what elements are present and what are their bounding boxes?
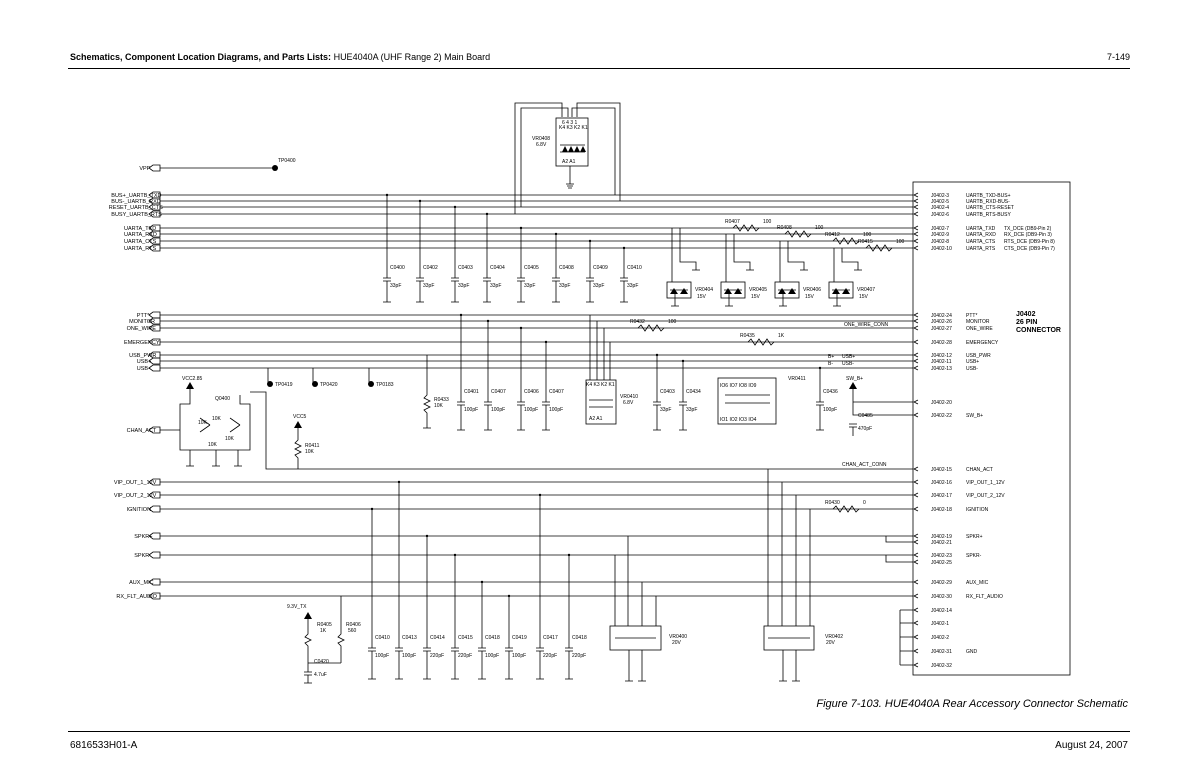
- cap-val: 220pF: [430, 653, 445, 659]
- res-val: 100: [863, 232, 872, 238]
- pin-label: J0402-5: [931, 199, 950, 205]
- swb-label: SW_B+: [846, 376, 864, 382]
- net-label: IGNITION: [126, 507, 152, 513]
- pin-label: J0402-1: [931, 621, 950, 627]
- net-spkr-: [134, 552, 981, 559]
- cap-ref: C0434: [686, 389, 701, 395]
- pin-label: J0402-27: [931, 326, 952, 332]
- resistor: [825, 500, 866, 512]
- net-ignition: [127, 506, 989, 513]
- pin-j0402-32: [914, 663, 952, 669]
- pin-j0402-14: [914, 608, 952, 614]
- net-vip-out-1-12v: [114, 479, 1005, 486]
- cap-val: 33pF: [458, 283, 470, 289]
- diode-pair: [721, 234, 767, 306]
- pin-label: J0402-16: [931, 480, 952, 486]
- vr0408-pins: K4 K3 K2 K1: [559, 125, 588, 131]
- bottom-cap: [451, 554, 473, 679]
- r0433-val: 10K: [434, 403, 443, 409]
- cap-val: 33pF: [490, 283, 502, 289]
- net-label: CHAN_ACT: [126, 428, 157, 434]
- pin-label: J0402-11: [931, 359, 952, 365]
- diode-val: 15V: [859, 294, 868, 300]
- cap-val: 33pF: [423, 283, 435, 289]
- header-title-rest: HUE4040A (UHF Range 2) Main Board: [331, 52, 491, 62]
- net-uarta-txd: [124, 225, 1052, 232]
- q0400-r3: 10K: [225, 436, 234, 442]
- net-label: AUX_MIC: [129, 580, 154, 586]
- net-chan-act: [127, 427, 160, 434]
- diode-val: 15V: [805, 294, 814, 300]
- res-val: 100: [896, 239, 905, 245]
- net-label: USB-: [136, 366, 150, 372]
- pin-j0402-22: [914, 413, 983, 419]
- pin-signal: SW_B+: [966, 413, 984, 419]
- cap-val: 33pF: [559, 283, 571, 289]
- vcc5-label: VCC5: [293, 414, 307, 420]
- pin-j0402-20: [914, 400, 952, 406]
- vr0402-wires: [768, 469, 810, 681]
- cap-ref: C0405: [524, 265, 539, 271]
- page-number: 7-149: [1106, 52, 1130, 62]
- pin-label: J0402-19: [931, 534, 952, 540]
- pin-label: J0402-3: [931, 193, 950, 199]
- net-label: UARTA_RXD: [124, 232, 157, 238]
- doc-number: 6816533H01-A: [70, 740, 138, 751]
- pin-label: J0402-22: [931, 413, 952, 419]
- res-val: 100: [815, 225, 824, 231]
- pin-label: J0402-8: [931, 239, 950, 245]
- bottom-cap: [395, 481, 417, 679]
- usb-bplus: B+: [828, 354, 835, 360]
- bottom-cap: [536, 494, 558, 679]
- r0411-val: 10K: [305, 449, 314, 455]
- pin-signal: SPKR-: [966, 553, 982, 559]
- vr0411-pins-top: IO6 IO7 IO8 IO9: [720, 383, 757, 389]
- res-ref: R0430: [825, 500, 840, 506]
- usb-bminus: B-: [828, 361, 833, 367]
- pin-signal: USB+: [966, 359, 980, 365]
- cap-val: 33pF: [660, 407, 672, 413]
- net-label: VIP_OUT_2_12V: [113, 493, 157, 499]
- pin-signal: USB_PWR: [966, 353, 991, 359]
- cap-ref: C0413: [402, 635, 417, 641]
- bottom-cap: [368, 508, 390, 679]
- pin-signal: UARTA_RXD: [966, 232, 996, 238]
- footer-rule: [68, 731, 1130, 732]
- pin-j0402-31: [914, 649, 978, 655]
- v93-label: 9.3V_TX: [287, 604, 307, 610]
- cap-ref: C0400: [390, 265, 405, 271]
- net-ptt-: [137, 312, 978, 319]
- tp0420-label: TP0420: [320, 382, 338, 388]
- net-label: ONE_WIRE: [126, 326, 156, 332]
- tp0183-label: TP0183: [376, 382, 394, 388]
- net-rx-flt-audio: [116, 593, 1003, 600]
- res-ref: R0415: [858, 239, 873, 245]
- pin-label: J0402-26: [931, 319, 952, 325]
- net-bus-uartb-rxd: [111, 198, 1010, 205]
- pin-label: J0402-25: [931, 560, 952, 566]
- connector-name: CONNECTOR: [1016, 327, 1061, 334]
- pin-signal: UARTA_RTS: [966, 246, 996, 252]
- res-ref: R0432: [630, 319, 645, 325]
- cap-val: 33pF: [627, 283, 639, 289]
- swb-wire: [853, 389, 913, 415]
- cap-val: 100pF: [485, 653, 500, 659]
- net-vpp: [139, 165, 160, 172]
- vr0400-wires: [615, 536, 656, 681]
- diode-pair: [829, 248, 875, 306]
- cap-val: 100pF: [524, 407, 539, 413]
- res-ref: R0412: [825, 232, 840, 238]
- usb-minus: USB-: [842, 361, 854, 367]
- net-label: RESET_UARTB_CTS: [108, 205, 163, 211]
- cap-ref: C0419: [512, 635, 527, 641]
- cap-ref: C0408: [559, 265, 574, 271]
- tx-section-wiring: [304, 596, 344, 683]
- pin-label: J0402-20: [931, 400, 952, 406]
- cap-ref: C0436: [823, 389, 838, 395]
- cap-val: 100pF: [512, 653, 527, 659]
- vcc5-arrow: [294, 421, 302, 428]
- cap-ref: C0403: [458, 265, 473, 271]
- net-emergency: [124, 339, 999, 346]
- cap-ref: C0406: [524, 389, 539, 395]
- net-vip-out-2-12v: [114, 492, 1005, 499]
- tp0400: [272, 165, 278, 171]
- vr0411-pins-bottom: IO1 IO2 IO3 IO4: [720, 417, 757, 423]
- net-label: BUS+_UARTB_TXD: [111, 193, 162, 199]
- vr0402-val: 20V: [826, 640, 835, 646]
- chan-act-conn-label: CHAN_ACT_CONN: [842, 462, 887, 468]
- vr0410-pins: K4 K3 K2 K1: [586, 382, 615, 388]
- cap-ref: C0418: [572, 635, 587, 641]
- vr0408-pin-numbers: 6 4 3 1: [562, 120, 578, 126]
- tp0400-label: TP0400: [278, 158, 296, 164]
- net-label: RX_FLT_AUDIO: [116, 594, 157, 600]
- mid-cap: [653, 354, 675, 430]
- q0400-r2: 10K: [198, 420, 207, 426]
- cap-ref: C0415: [458, 635, 473, 641]
- c0420-ref: C0420: [314, 659, 329, 665]
- net-label: SPKR-: [134, 553, 152, 559]
- res-val: 0: [863, 500, 866, 506]
- cap-val: 33pF: [390, 283, 402, 289]
- pin-note: RX_DCE (DB9-Pin 3): [1004, 232, 1052, 238]
- vr0411-ref: VR0411: [788, 376, 806, 382]
- res-ref: R0407: [725, 219, 740, 225]
- pin-j0402-25: [914, 560, 952, 566]
- r0406-ref: R0406: [346, 622, 361, 628]
- net-label: PTT*: [136, 313, 150, 319]
- res-ref: R0435: [740, 333, 755, 339]
- vcc285-label: VCC2.85: [182, 376, 203, 382]
- vr0408-ground: [566, 166, 574, 188]
- pin-signal: IGNITION: [966, 507, 989, 513]
- cap-val: 100pF: [491, 407, 506, 413]
- net-label: MONITOR: [129, 319, 156, 325]
- mid-cap: [816, 367, 838, 430]
- vcc285-arrow: [186, 382, 194, 389]
- q0400-ref: Q0400: [215, 396, 231, 402]
- cap-ref: C0410: [627, 265, 642, 271]
- diode-val: 15V: [751, 294, 760, 300]
- net-label: SPKR+: [134, 534, 153, 540]
- pin-signal: UARTB_RTS-BUSY: [966, 212, 1011, 218]
- net-label: UARTA_CTS: [124, 239, 157, 245]
- vr0410-anodes: A2 A1: [589, 416, 603, 422]
- q0400-grounds: [186, 450, 242, 466]
- res-val: 100: [763, 219, 772, 225]
- pin-j0402-21: [914, 540, 952, 546]
- pin-label: J0402-29: [931, 580, 952, 586]
- pin-signal: VIP_OUT_2_12V: [966, 493, 1005, 499]
- top-cap: [483, 213, 505, 302]
- header-title-bold: Schematics, Component Location Diagrams, and Parts Lists:: [70, 52, 332, 62]
- diode-ref: VR0407: [857, 287, 876, 293]
- pin-note: TX_DCE (DB9-Pin 2): [1004, 226, 1052, 232]
- tp0419-label: TP0419: [275, 382, 293, 388]
- net-label: UARTA_TXD: [124, 226, 157, 232]
- cap-ref: C0403: [660, 389, 675, 395]
- pin-signal: UARTA_TXD: [966, 226, 996, 232]
- connector-pins: 26 PIN: [1016, 319, 1038, 326]
- cap-val: 220pF: [572, 653, 587, 659]
- net-aux-mic: [129, 579, 988, 586]
- cap-val: 100pF: [402, 653, 417, 659]
- pin-label: J0402-6: [931, 212, 950, 218]
- footer-date: August 24, 2007: [1055, 740, 1128, 751]
- bottom-cap: [565, 554, 587, 679]
- vr0400-val: 20V: [672, 640, 681, 646]
- top-cap: [451, 206, 473, 302]
- pin-signal: UARTB_CTS-RESET: [966, 205, 1014, 211]
- mid-cap: [542, 341, 564, 430]
- top-cap: [416, 200, 438, 302]
- r0405-ref: R0405: [317, 622, 332, 628]
- pin-note: RTS_DCE (DB9-Pin 8): [1004, 239, 1055, 245]
- resistor: [740, 333, 785, 345]
- cap-ref: C0401: [464, 389, 479, 395]
- pin-label: J0402-31: [931, 649, 952, 655]
- mid-cap: [457, 314, 479, 430]
- diode-pair: [667, 228, 713, 306]
- net-busy-uartb-rts: [111, 211, 1011, 218]
- pin-label: J0402-10: [931, 246, 952, 252]
- diode-pair: [775, 241, 821, 306]
- vr0402-ref: VR0402: [825, 634, 844, 640]
- pin-signal: AUX_MIC: [966, 580, 989, 586]
- diode-ref: VR0406: [803, 287, 822, 293]
- net-label: VPP: [139, 166, 151, 172]
- swb-arrow: [849, 382, 857, 389]
- pin-signal: PTT*: [966, 313, 978, 319]
- vr0408-val: 6.8V: [536, 142, 547, 148]
- vr0410-ref: VR0410: [620, 394, 639, 400]
- r0411: [295, 428, 301, 469]
- c0485-val: 470pF: [858, 426, 873, 432]
- pin-label: J0402-30: [931, 594, 952, 600]
- resistor: [725, 219, 772, 231]
- q0400-r4: 10K: [208, 442, 217, 448]
- j0402-connector-body: [913, 182, 1070, 675]
- cap-ref: C0409: [593, 265, 608, 271]
- mid-cap: [484, 320, 506, 430]
- vr0400-ref: VR0400: [669, 634, 688, 640]
- cap-val: 220pF: [458, 653, 473, 659]
- pin-label: J0402-4: [931, 205, 950, 211]
- vr0410-val: 6.8V: [623, 400, 634, 406]
- bottom-cap: [478, 581, 500, 679]
- pin-label: J0402-14: [931, 608, 952, 614]
- res-val: 100: [668, 319, 677, 325]
- pin-label: J0402-2: [931, 635, 950, 641]
- pin-signal: UARTB_RXD-BUS-: [966, 199, 1010, 205]
- net-spkr-: [134, 533, 982, 540]
- pin-signal: ONE_WIRE: [966, 326, 993, 332]
- pin-signal: VIP_OUT_1_12V: [966, 480, 1005, 486]
- pin-note: CTS_DCE (DB9-Pin 7): [1004, 246, 1055, 252]
- r0433-ref: R0433: [434, 397, 449, 403]
- pin-label: J0402-15: [931, 467, 952, 473]
- net-reset-uartb-cts: [109, 204, 1014, 211]
- vr0411-diodes: [725, 395, 770, 403]
- pin-signal: UARTB_TXD-BUS+: [966, 193, 1011, 199]
- vr0410-diodes: [589, 400, 613, 407]
- vr0408-ref: VR0408: [532, 136, 551, 142]
- cap-val: 33pF: [524, 283, 536, 289]
- cap-ref: C0414: [430, 635, 445, 641]
- net-label: USB_PWR: [129, 353, 157, 359]
- pin-signal: MONITOR: [966, 319, 990, 325]
- cap-ref: C0404: [490, 265, 505, 271]
- net-label: USB+: [136, 359, 152, 365]
- top-cap: [517, 227, 539, 302]
- pin-signal: RX_FLT_AUDIO: [966, 594, 1003, 600]
- pin-label: J0402-24: [931, 313, 952, 319]
- c0420-val: 4.7uF: [314, 672, 327, 678]
- diode-val: 15V: [697, 294, 706, 300]
- r0406-val: 560: [348, 628, 357, 634]
- pin-j0402-15: [914, 467, 993, 473]
- resistor: [777, 225, 824, 237]
- pin-signal: GND: [966, 649, 978, 655]
- cap-val: 100pF: [464, 407, 479, 413]
- pin-signal: EMERGENCY: [966, 340, 999, 346]
- cap-val: 33pF: [686, 407, 698, 413]
- diodes-layer: [667, 228, 875, 306]
- pin-label: J0402-23: [931, 553, 952, 559]
- one-wire-conn-label: ONE_WIRE_CONN: [844, 322, 889, 328]
- vr0408-anodes: A2 A1: [562, 159, 576, 165]
- net-usb-pwr: [129, 352, 991, 359]
- connector-ref: J0402: [1016, 311, 1036, 318]
- cap-val: 100pF: [375, 653, 390, 659]
- net-label: EMERGENCY: [124, 340, 160, 346]
- cap-ref: C0402: [423, 265, 438, 271]
- pin-label: J0402-28: [931, 340, 952, 346]
- c0485-ref: C0485: [858, 413, 873, 419]
- pin-label: J0402-9: [931, 232, 950, 238]
- vr0408-diodes: [560, 145, 586, 152]
- net-label: UARTA_RTS: [124, 246, 157, 252]
- pin-label: J0402-18: [931, 507, 952, 513]
- net-label: VIP_OUT_1_12V: [113, 480, 157, 486]
- cap-ref: C0407: [491, 389, 506, 395]
- cap-ref: C0407: [549, 389, 564, 395]
- pin-signal: CHAN_ACT: [966, 467, 993, 473]
- r0411-ref: R0411: [305, 443, 320, 449]
- cap-ref: C0417: [543, 635, 558, 641]
- q0400-outline: [160, 385, 250, 450]
- figure-caption: Figure 7-103. HUE4040A Rear Accessory Connector Schematic: [816, 698, 1128, 710]
- r0405-val: 1K: [320, 628, 327, 634]
- top-cap: [552, 233, 574, 302]
- resistors-layer: [630, 219, 905, 512]
- pin-label: J0402-12: [931, 353, 952, 359]
- v93-arrow: [304, 612, 312, 619]
- caps-layer: [368, 194, 838, 679]
- diode-ref: VR0404: [695, 287, 714, 293]
- pin-signal: USB-: [966, 366, 978, 372]
- bottom-cap: [423, 535, 445, 679]
- res-ref: R0408: [777, 225, 792, 231]
- cap-val: 100pF: [549, 407, 564, 413]
- cap-ref: C0418: [485, 635, 500, 641]
- pin-label: J0402-21: [931, 540, 952, 546]
- cap-ref: C0410: [375, 635, 390, 641]
- top-cap: [586, 240, 608, 302]
- q0400-r1: 10K: [212, 416, 221, 422]
- mid-cap: [679, 360, 701, 430]
- vr0410-pin-wires: [590, 315, 610, 380]
- net-label: BUSY_UARTB_RTS: [111, 212, 162, 218]
- pin-j0402-2: [914, 635, 949, 641]
- pin-signal: UARTA_CTS: [966, 239, 996, 245]
- pin-signal: SPKR+: [966, 534, 983, 540]
- pin-label: J0402-32: [931, 663, 952, 669]
- cap-val: 33pF: [593, 283, 605, 289]
- cap-val: 100pF: [823, 407, 838, 413]
- pin-label: J0402-13: [931, 366, 952, 372]
- c0485: [849, 424, 857, 436]
- top-cap: [620, 247, 642, 302]
- usb-plus: USB+: [842, 354, 856, 360]
- pin-j0402-1: [914, 621, 949, 627]
- cap-val: 220pF: [543, 653, 558, 659]
- bottom-cap: [505, 595, 527, 679]
- pin-label: J0402-7: [931, 226, 950, 232]
- net-bus-uartb-txd: [111, 192, 1010, 199]
- chan-act-conn-wire: [250, 392, 913, 469]
- pin-label: J0402-17: [931, 493, 952, 499]
- net-label: BUS-_UARTB_RXD: [111, 199, 161, 205]
- r0433: [423, 355, 431, 428]
- res-val: 1K: [778, 333, 785, 339]
- diode-ref: VR0405: [749, 287, 768, 293]
